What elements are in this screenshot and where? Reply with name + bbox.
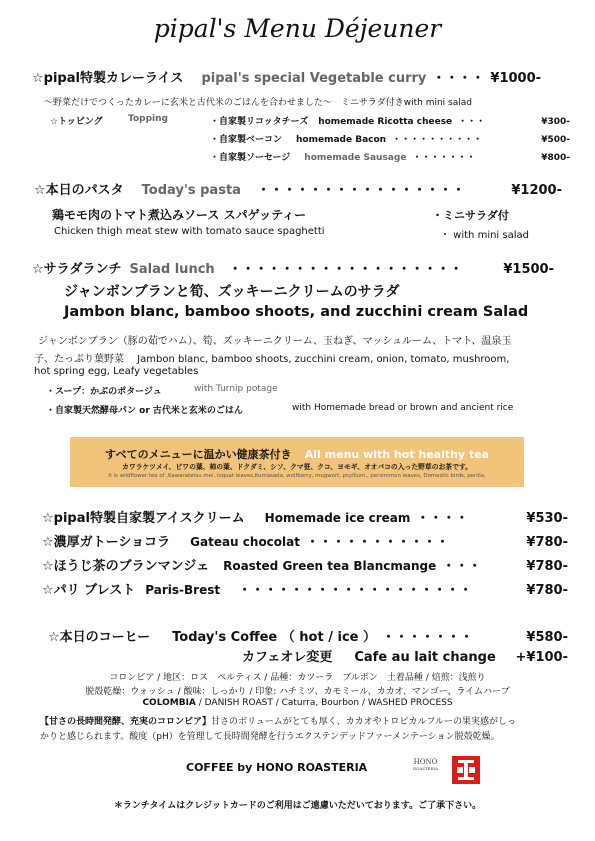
salad-price: ¥1500- [503, 262, 554, 277]
dessert-dots: ・・・・ [416, 511, 469, 526]
topping-ja: ・自家製リコッタチーズ [210, 117, 309, 127]
salad-dish-en: Jambon blanc, bamboo shoots, and zucchini cream Salad [64, 304, 529, 320]
salad-soup-ja: ・スープ：かぶのポタージュ [46, 387, 162, 397]
salad-desc-3: hot spring egg, Leafy vegetables [34, 366, 199, 377]
curry-name-ja: ☆pipal特製カレーライス [32, 71, 184, 86]
dessert-name-en: Homemade ice cream [264, 511, 411, 525]
curry-price: ¥1000- [490, 71, 542, 86]
tea-ingredients-en: It is wildflower tea of ,Kawaratetsu mei, loquat leaves,Kumasada, wolfberry, mugwort, psyllium,, persimmon leaves, Domestic birds, perilla, [108, 473, 486, 479]
dessert-price: ¥780- [526, 535, 568, 550]
salad-desc-2: 子、たっぷり葉野菜 Jambon blanc, bamboo shoots, zucchini cream, onion, tomato, mushroom, [34, 354, 510, 365]
salad-desc-1: ジャンボンブラン（豚の茹でハム）、筍、ズッキーニクリーム、玉ねぎ、マッシュルーム、トマト、温泉玉 [38, 336, 512, 347]
tea-title-en: All menu with hot healthy tea [304, 448, 490, 461]
tea-title-ja: すべてのメニューに温かい健康茶付き [104, 448, 292, 461]
topping-ja: ・自家製ソーセージ [210, 153, 291, 163]
latte-price: +¥100- [515, 650, 568, 665]
dessert-name-ja: ☆pipal特製自家製アイスクリーム [42, 511, 245, 526]
pasta-dish-en: Chicken thigh meat stew with tomato sauce spaghetti [54, 226, 325, 237]
latte-row [242, 646, 568, 665]
dessert-row-blancmange [42, 555, 568, 574]
curry-name-en: pipal's special Vegetable curry [201, 71, 427, 86]
topping-row-ricotta [210, 114, 570, 127]
topping-price: ¥500- [541, 135, 570, 145]
pasta-price: ¥1200- [511, 183, 562, 198]
roaster-logo-icon [452, 756, 480, 784]
salad-name-ja: ☆サラダランチ [32, 262, 122, 277]
dessert-dots: ・・・・・・・・・・・・・・・・・・ [238, 583, 473, 598]
dessert-name-en: Gateau chocolat [190, 535, 300, 549]
pasta-side-ja: ・ミニサラダ付 [432, 209, 509, 222]
topping-row-sausage [210, 150, 570, 163]
roaster-logo-name: HONO [413, 758, 438, 766]
dessert-name-en: Roasted Green tea Blancmange [223, 559, 437, 573]
dessert-name-en: Paris-Brest [145, 583, 221, 597]
dessert-price: ¥780- [526, 559, 568, 574]
coffee-name-ja: ☆本日のコーヒー [48, 630, 151, 645]
dessert-dots: ・・・ [442, 559, 482, 574]
dessert-dots: ・・・・・・・・・・・ [306, 535, 450, 550]
dessert-price: ¥530- [526, 511, 568, 526]
coffee-dots: ・・・・・・・ [382, 630, 474, 645]
dessert-name-ja: ☆パリ ブレスト [42, 583, 136, 598]
tea-title [70, 443, 524, 462]
coffee-row [48, 626, 568, 645]
pasta-dish-ja: 鶏モモ肉のトマト煮込みソース スパゲッティー [52, 208, 307, 222]
salad-name-en: Salad lunch [129, 262, 215, 277]
latte-name-en: Cafe au lait change [354, 650, 496, 665]
coffee-info-ja-1: コロンビア / 地区：ロス ペルティス / 品種：カツーラ ブルボン 土着品種 / 焙煎：浅煎り [109, 673, 486, 683]
coffee-info-en-origin: COLOMBIA [142, 698, 196, 708]
curry-row [32, 67, 562, 86]
pasta-name-ja: ☆本日のパスタ [34, 183, 124, 198]
salad-bread-en: with Homemade bread or brown and ancient rice [292, 403, 514, 413]
dessert-row-ice-cream [42, 507, 568, 526]
topping-en: homemade Bacon [296, 135, 387, 145]
latte-name-ja: カフェオレ変更 [242, 650, 333, 665]
salad-dots: ・・・・・・・・・・・・・・・・・・ [228, 262, 463, 277]
dessert-name-ja: ☆濃厚ガトーショコラ [42, 535, 171, 550]
dessert-name-ja: ☆ほうじ茶のブランマンジェ [42, 559, 210, 574]
salad-row [32, 258, 554, 277]
healthy-tea-banner [70, 437, 524, 487]
dessert-row-gateau [42, 531, 568, 550]
footer-note: ＊ランチタイムはクレジットカードのご利用はご遠慮いただいております。ご了承下さい。 [113, 801, 482, 811]
coffee-info-ja-2: 脱殻乾燥：ウォッシュ / 酸味：しっかり / 印象: ハチミツ、カモミール、カカオ、マンゴー、ライムハーブ [85, 687, 510, 697]
topping-row-bacon [210, 132, 570, 145]
coffee-name-en: Today's Coffee （ hot / ice ） [172, 630, 377, 645]
coffee-note-2: かりと感じられます。酸度（pH）を管理して長時間発酵を行うエクステンデッドファーメンテーション脱殻乾燥。 [40, 732, 500, 742]
salad-bread-ja: ・自家製天然酵母パン or 古代米と玄米のごはん [46, 406, 243, 416]
roaster-logo-sub: ROASTERIA [413, 766, 438, 771]
roaster-logo-text [413, 758, 438, 771]
dessert-price: ¥780- [526, 583, 568, 598]
coffee-note-heading: 【甘さの長時間発酵、充実のコロンビア】 [40, 717, 212, 727]
topping-label-ja: ☆トッピング [50, 117, 103, 127]
pasta-dots: ・・・・・・・・・・・・・・・・ [256, 183, 465, 198]
curry-dots: ・・・・ [432, 71, 485, 86]
topping-ja: ・自家製ベーコン [210, 135, 283, 145]
page-title: pipal's Menu Déjeuner [153, 14, 442, 43]
topping-dots: ・・・ [458, 117, 486, 127]
coffee-note-text: 甘さのボリュームがとても厚く、カカオやトロピカルフルーの果実感がしっ [211, 717, 517, 727]
topping-dots: ・・・・・・・・・・ [392, 135, 483, 145]
pasta-row [34, 179, 562, 198]
coffee-info-en-detail: / DANISH ROAST / Caturra, Bourbon / WASHED PROCESS [195, 698, 453, 708]
topping-en: homemade Sausage [304, 153, 407, 163]
topping-price: ¥800- [541, 153, 570, 163]
pasta-side-en: ・ with mini salad [440, 230, 529, 241]
topping-en: homemade Ricotta cheese [318, 117, 453, 127]
coffee-price: ¥580- [526, 630, 568, 645]
tea-ingredients-ja: カワラケツメイ、ビワの葉、柿の葉、ドクダミ、シソ、クマ笹、クコ、ヨモギ、オオバコの入った野草のお茶です。 [122, 463, 472, 471]
salad-soup-en: with Turnip potage [194, 384, 278, 394]
topping-dots: ・・・・・・・ [412, 153, 476, 163]
roaster-label: COFFEE by HONO ROASTERIA [186, 761, 368, 774]
coffee-info-en [0, 698, 595, 708]
topping-price: ¥300- [541, 117, 570, 127]
salad-dish-ja: ジャンボンブランと筍、ズッキーニクリームのサラダ [64, 284, 400, 300]
topping-label-en: Topping [128, 114, 168, 124]
pasta-name-en: Today's pasta [141, 183, 241, 198]
curry-desc: 〜野菜だけでつくったカレーに玄米と古代米のごはんを合わせました〜 ミニサラダ付きwith mini salad [44, 98, 472, 108]
coffee-note-1 [40, 714, 516, 727]
dessert-row-paris-brest [42, 579, 568, 598]
